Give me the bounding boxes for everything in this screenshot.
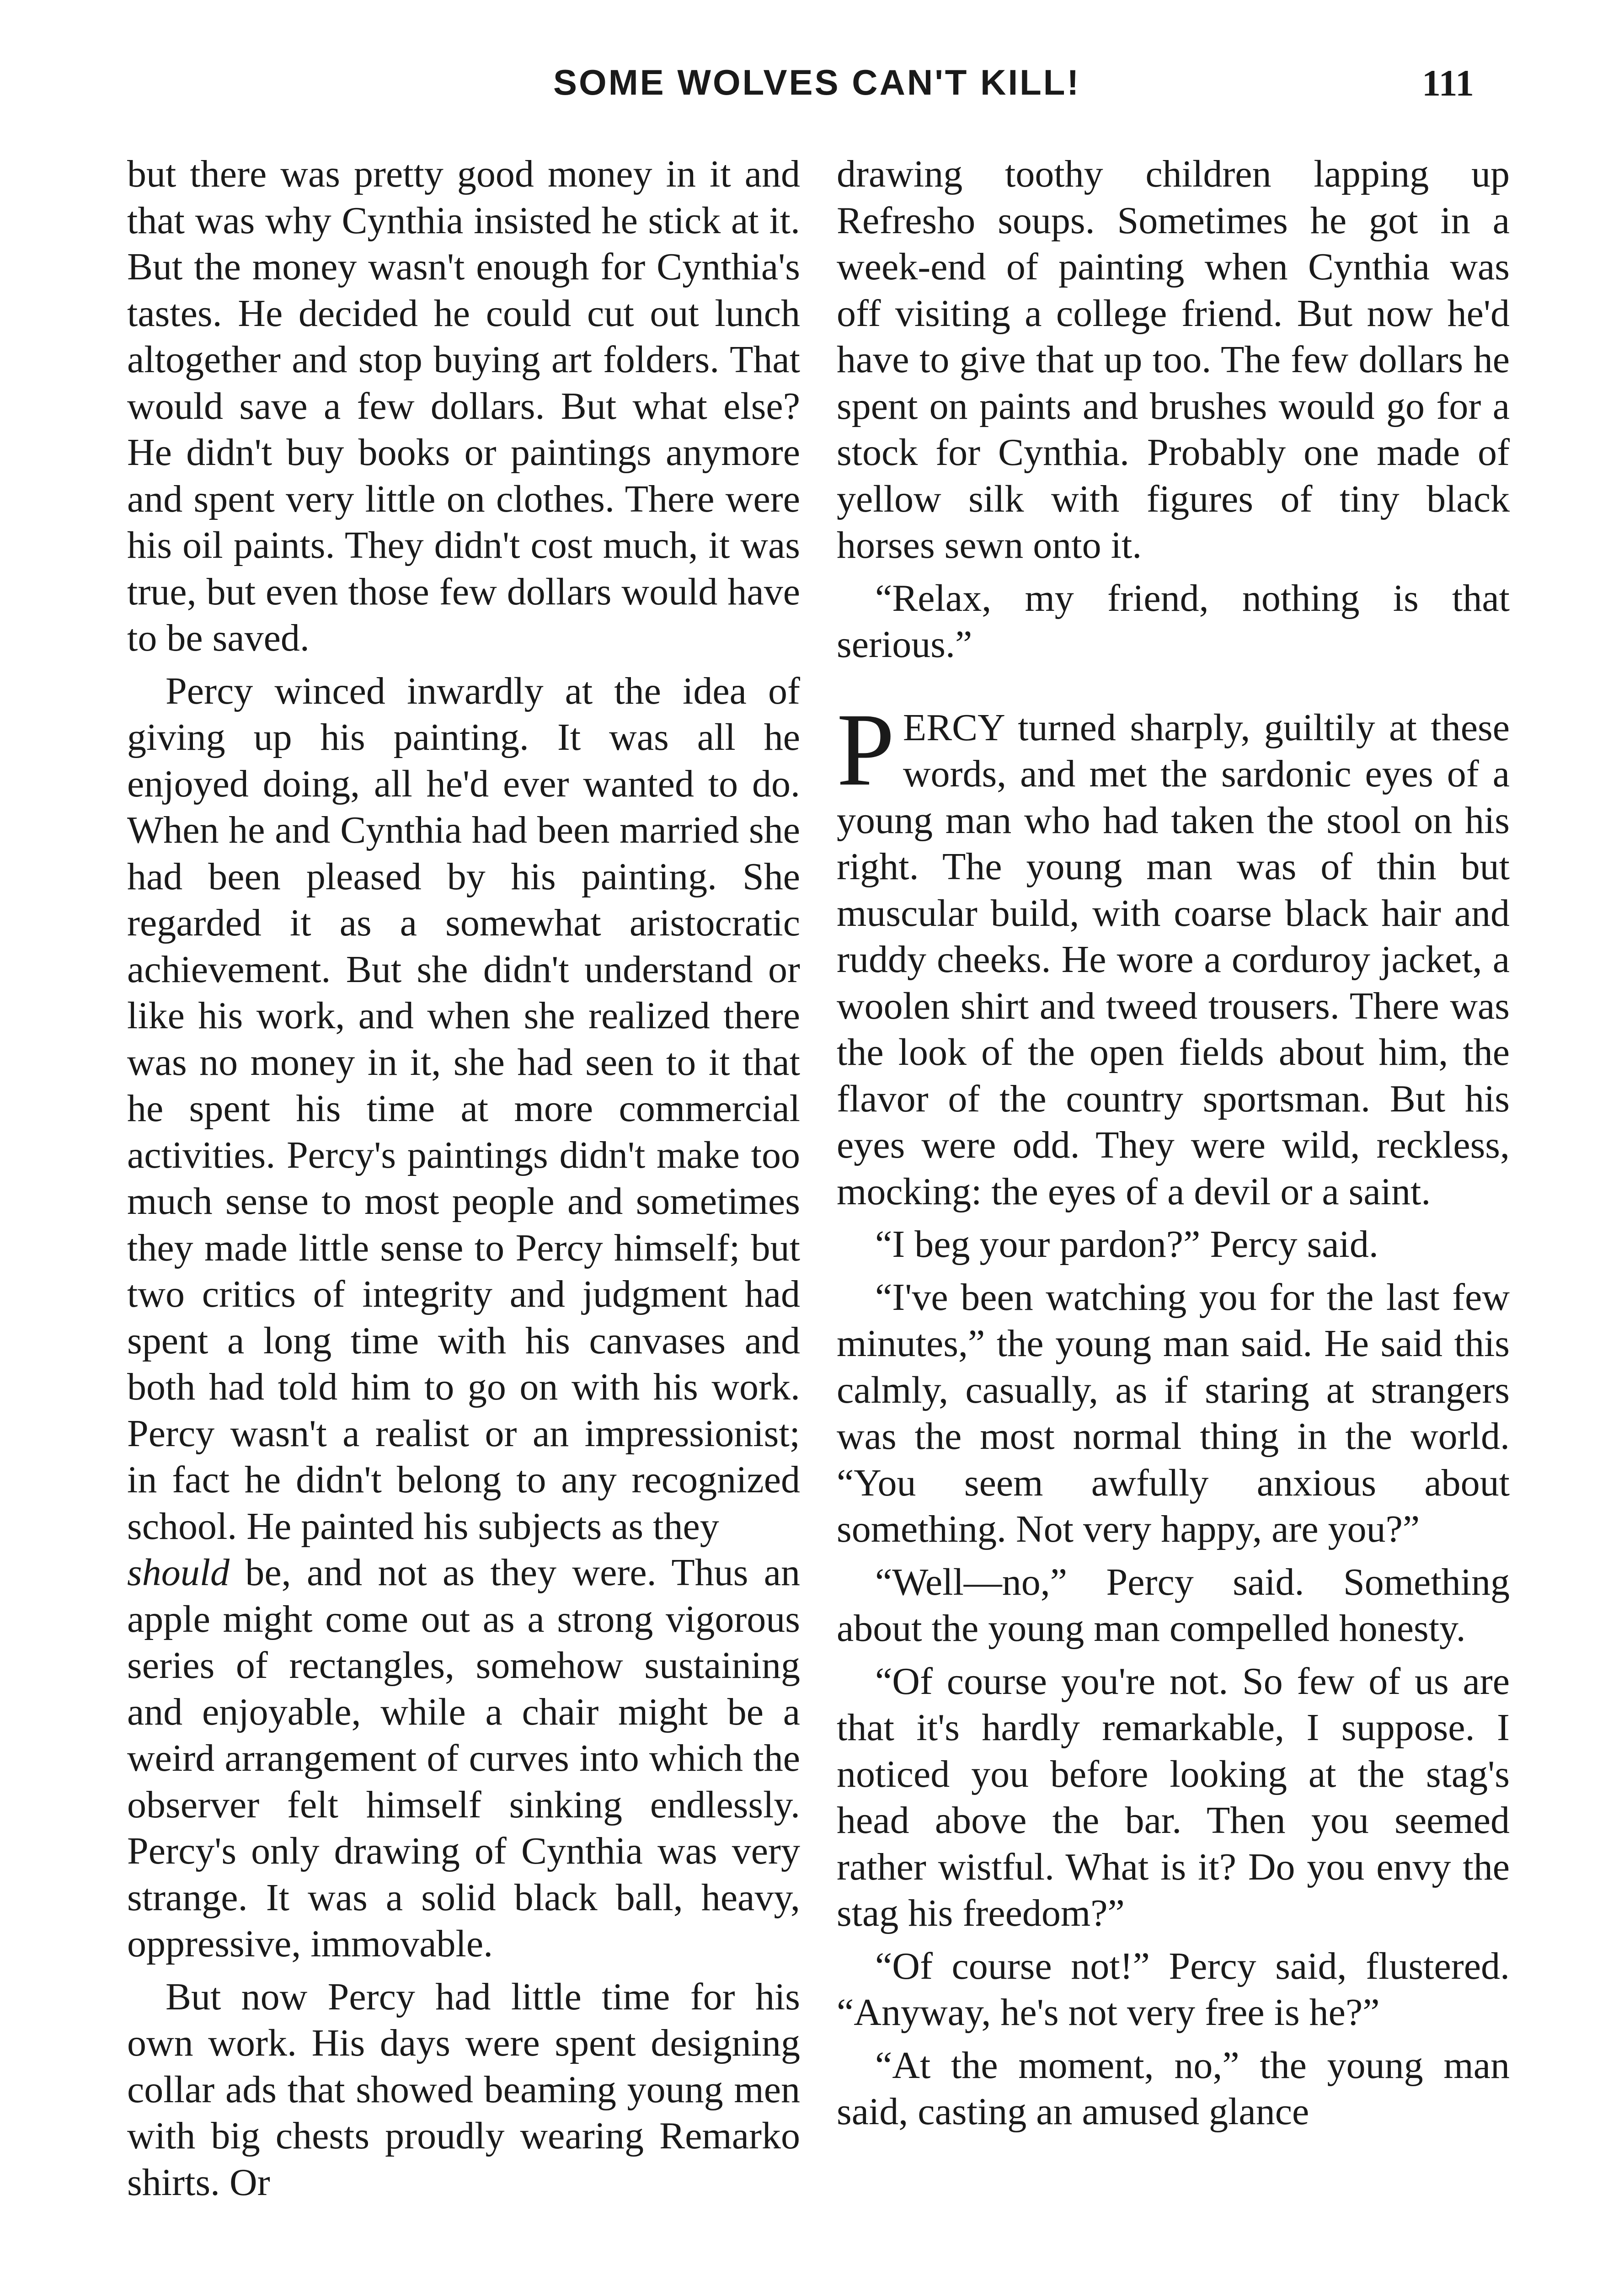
left-column <box>127 151 800 2212</box>
paragraph: “At the moment, no,” the young man said, casting an amused glance <box>837 2044 1510 2133</box>
paragraph-continuation: be, and not as they were. Thus an apple might come out as a strong vigorous series of rectangles, somehow sustaining and enjoyable, while a chair might be a weird arrangement of curves into which the observer felt himself sinking endlessly. Percy's only drawing of Cynthia was very strange. It was a solid black ball, heavy, oppressive, immovable. <box>127 1551 800 1965</box>
paragraph: “Of course you're not. So few of us are that it's hardly remarkable, I suppose. I noticed you before looking at the stag's head above the bar. Then you seemed rather wistful. What is it? Do you envy the stag his freedom?” <box>837 1660 1510 1934</box>
page-header <box>0 62 1624 121</box>
page-number: 111 <box>1422 62 1474 104</box>
emphasis: should <box>127 1551 230 1594</box>
paragraph: “I beg your pardon?” Percy said. <box>875 1223 1378 1266</box>
paragraph: “Well—no,” Percy said. Something about the young man compelled honesty. <box>837 1560 1510 1650</box>
paragraph: drawing toothy children lapping up Refresho soups. Sometimes he got in a week-end of painting when Cynthia was off visiting a college friend. But now he'd have to give that up too. The few dollars he spent on paints and brushes would go for a stock for Cynthia. Probably one made of yellow silk with figures of tiny black horses sewn onto it. <box>837 153 1510 566</box>
paragraph: “I've been watching you for the last few minutes,” the young man said. He said this calmly, casually, as if staring at strangers was the most normal thing in the world. “You seem awfully anxious about something. Not very happy, are you?” <box>837 1276 1510 1550</box>
section-paragraph <box>837 692 1510 1215</box>
drop-cap: P <box>837 692 895 807</box>
paragraph: “Of course not!” Percy said, flustered. “Anyway, he's not very free is he?” <box>837 1944 1510 2034</box>
right-column <box>837 151 1510 2142</box>
running-title: SOME WOLVES CAN'T KILL! <box>553 62 1081 102</box>
paragraph: but there was pretty good money in it and that was why Cynthia insisted he stick at it. But the money wasn't enough for Cynthia's tastes. He decided he could cut out lunch altogether and stop buying art folders. That would save a few dollars. But what else? He didn't buy books or paintings anymore and spent very little on clothes. There were his oil paints. They didn't cost much, it was true, but even those few dollars would have to be saved. <box>127 153 800 659</box>
paragraph-body: ERCY turned sharply, guiltily at these words, and met the sardonic eyes of a young man who had taken the stool on his right. The young man was of thin but muscular build, with coarse black hair and ruddy cheeks. He wore a corduroy jacket, a woolen shirt and tweed trousers. There was the look of the open fields about him, the flavor of the country sportsman. But his eyes were odd. They were wild, reckless, mocking: the eyes of a devil or a saint. <box>837 706 1510 1213</box>
paragraph <box>127 1549 800 1967</box>
paragraph: “Relax, my friend, nothing is that serious.” <box>837 577 1510 666</box>
paragraph: But now Percy had little time for his own work. His days were spent designing collar ads that showed beaming young men with big chests proudly wearing Remarko shirts. Or <box>127 1975 800 2204</box>
paragraph: Percy winced inwardly at the idea of giving up his painting. It was all he enjoyed doing, all he'd ever wanted to do. When he and Cynthia had been married she had been pleased by his painting. She regarded it as a somewhat aristocratic achievement. But she didn't understand or like his work, and when she realized there was no money in it, she had seen to it that he spent his time at more commercial activities. Percy's paintings didn't make too much sense to most people and sometimes they made little sense to Percy himself; but two critics of integrity and judgment had spent a long time with his canvases and both had told him to go on with his work. Percy wasn't a realist or an impressionist; in fact he didn't belong to any recognized school. He painted his subjects as they <box>127 669 800 1548</box>
